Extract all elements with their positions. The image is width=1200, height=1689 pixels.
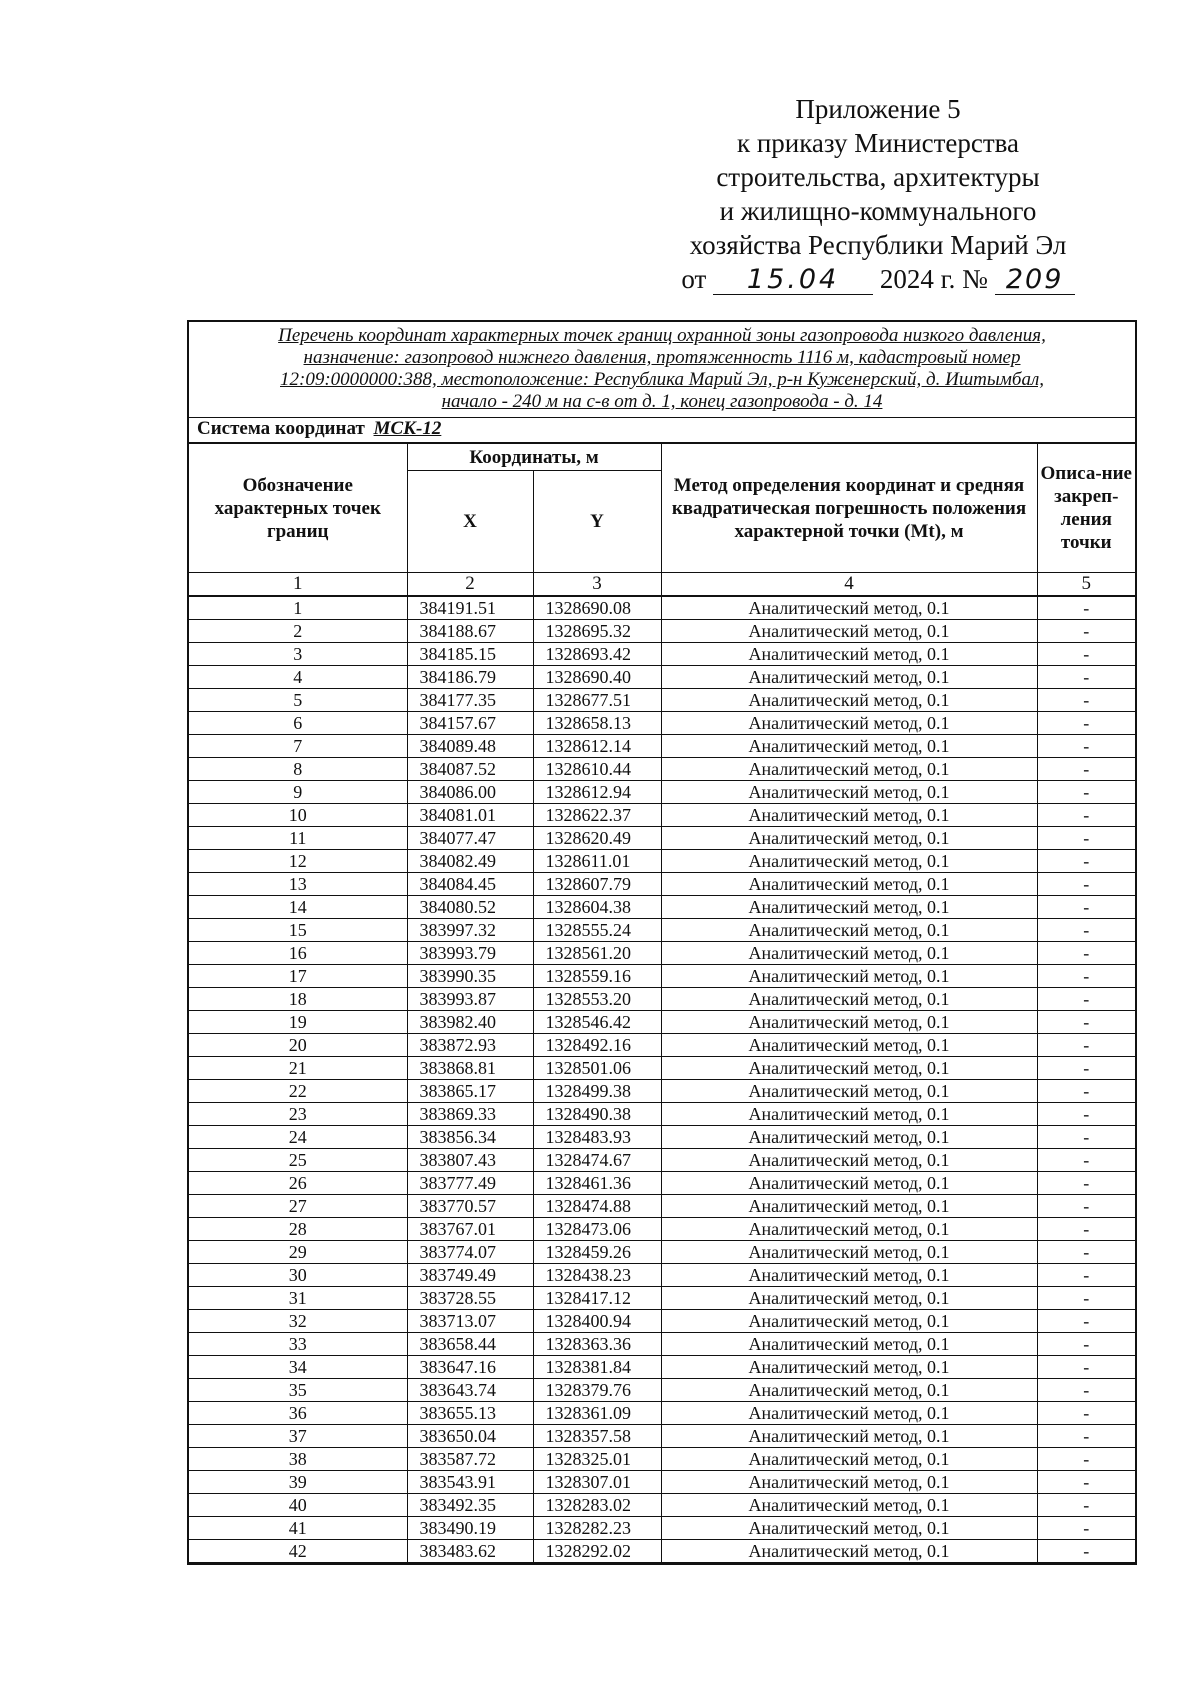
table-row [189, 596, 1135, 620]
description-cell: - [1037, 1287, 1135, 1310]
coord-x: 383982.40 [407, 1011, 533, 1034]
point-id: 36 [189, 1402, 407, 1425]
description-cell: - [1037, 1149, 1135, 1172]
coord-y: 1328611.01 [533, 850, 661, 873]
coord-x: 383993.87 [407, 988, 533, 1011]
point-id: 27 [189, 1195, 407, 1218]
coord-y: 1328690.40 [533, 666, 661, 689]
point-id: 35 [189, 1379, 407, 1402]
table-title-line: Перечень координат характерных точек границ охранной зоны газопровода низкого давления, [278, 325, 1046, 346]
header-x: X [407, 471, 533, 573]
coord-y: 1328282.23 [533, 1517, 661, 1540]
coordinates-body [189, 596, 1135, 1563]
table-row [189, 850, 1135, 873]
method-cell: Аналитический метод, 0.1 [661, 1172, 1037, 1195]
table-row [189, 919, 1135, 942]
method-cell: Аналитический метод, 0.1 [661, 1494, 1037, 1517]
header-y: Y [533, 471, 661, 573]
description-cell: - [1037, 1379, 1135, 1402]
point-id: 20 [189, 1034, 407, 1057]
method-cell: Аналитический метод, 0.1 [661, 1011, 1037, 1034]
coord-x: 383647.16 [407, 1356, 533, 1379]
coord-y: 1328622.37 [533, 804, 661, 827]
coord-x: 383770.57 [407, 1195, 533, 1218]
coord-x: 384188.67 [407, 620, 533, 643]
description-cell: - [1037, 804, 1135, 827]
table-row [189, 758, 1135, 781]
coord-x: 383872.93 [407, 1034, 533, 1057]
coord-y: 1328555.24 [533, 919, 661, 942]
coord-x: 384080.52 [407, 896, 533, 919]
point-id: 24 [189, 1126, 407, 1149]
method-cell: Аналитический метод, 0.1 [661, 1356, 1037, 1379]
column-number: 5 [1037, 573, 1135, 597]
table-row [189, 1195, 1135, 1218]
description-cell: - [1037, 1471, 1135, 1494]
point-id: 1 [189, 596, 407, 620]
coord-y: 1328690.08 [533, 596, 661, 620]
description-cell: - [1037, 1540, 1135, 1563]
description-cell: - [1037, 850, 1135, 873]
coord-y: 1328693.42 [533, 643, 661, 666]
point-id: 40 [189, 1494, 407, 1517]
point-id: 10 [189, 804, 407, 827]
table-row [189, 988, 1135, 1011]
coord-x: 383990.35 [407, 965, 533, 988]
method-cell: Аналитический метод, 0.1 [661, 850, 1037, 873]
point-id: 7 [189, 735, 407, 758]
point-id: 22 [189, 1080, 407, 1103]
description-cell: - [1037, 1126, 1135, 1149]
handwritten-order-number: 209 [995, 266, 1075, 295]
table-row [189, 1402, 1135, 1425]
table-row [189, 643, 1135, 666]
method-cell: Аналитический метод, 0.1 [661, 896, 1037, 919]
coord-y: 1328620.49 [533, 827, 661, 850]
coord-y: 1328483.93 [533, 1126, 661, 1149]
table-row [189, 965, 1135, 988]
method-cell: Аналитический метод, 0.1 [661, 919, 1037, 942]
year-text: 2024 г. № [879, 264, 988, 294]
description-cell: - [1037, 1034, 1135, 1057]
appendix-line-5: хозяйства Республики Марий Эл [689, 230, 1067, 260]
table-title-line: начало - 240 м на с-в от д. 1, конец газопровода - д. 14 [441, 391, 883, 412]
table-row [189, 1287, 1135, 1310]
method-cell: Аналитический метод, 0.1 [661, 758, 1037, 781]
method-cell: Аналитический метод, 0.1 [661, 1080, 1037, 1103]
description-cell: - [1037, 735, 1135, 758]
table-row [189, 873, 1135, 896]
table-row [189, 1011, 1135, 1034]
method-cell: Аналитический метод, 0.1 [661, 942, 1037, 965]
table-row [189, 942, 1135, 965]
method-cell: Аналитический метод, 0.1 [661, 1057, 1037, 1080]
coord-x: 383483.62 [407, 1540, 533, 1563]
coord-y: 1328490.38 [533, 1103, 661, 1126]
point-id: 15 [189, 919, 407, 942]
method-cell: Аналитический метод, 0.1 [661, 1402, 1037, 1425]
method-cell: Аналитический метод, 0.1 [661, 1287, 1037, 1310]
description-cell: - [1037, 1218, 1135, 1241]
method-cell: Аналитический метод, 0.1 [661, 1218, 1037, 1241]
coord-x: 384087.52 [407, 758, 533, 781]
coordinate-system-value: МСК-12 [373, 418, 442, 439]
coord-y: 1328417.12 [533, 1287, 661, 1310]
description-cell: - [1037, 1425, 1135, 1448]
method-cell: Аналитический метод, 0.1 [661, 1448, 1037, 1471]
description-cell: - [1037, 1103, 1135, 1126]
coord-y: 1328492.16 [533, 1034, 661, 1057]
table-row [189, 712, 1135, 735]
coord-x: 383655.13 [407, 1402, 533, 1425]
header-designation: Обозначение характерных точек границ [189, 444, 407, 573]
coord-y: 1328695.32 [533, 620, 661, 643]
appendix-title: Приложение 5 [795, 94, 961, 124]
description-cell: - [1037, 919, 1135, 942]
method-cell: Аналитический метод, 0.1 [661, 1333, 1037, 1356]
coord-y: 1328546.42 [533, 1011, 661, 1034]
point-id: 17 [189, 965, 407, 988]
method-cell: Аналитический метод, 0.1 [661, 1379, 1037, 1402]
column-number: 1 [189, 573, 407, 597]
coord-y: 1328474.88 [533, 1195, 661, 1218]
coordinate-system-label: Система координат [197, 418, 365, 439]
point-id: 5 [189, 689, 407, 712]
point-id: 31 [189, 1287, 407, 1310]
method-cell: Аналитический метод, 0.1 [661, 965, 1037, 988]
table-row [189, 1517, 1135, 1540]
description-cell: - [1037, 1494, 1135, 1517]
point-id: 26 [189, 1172, 407, 1195]
coord-y: 1328283.02 [533, 1494, 661, 1517]
column-number: 4 [661, 573, 1037, 597]
order-date-line [668, 262, 1088, 296]
method-cell: Аналитический метод, 0.1 [661, 1471, 1037, 1494]
coordinate-system-row [189, 418, 1135, 443]
description-cell: - [1037, 1333, 1135, 1356]
table-row [189, 896, 1135, 919]
coordinates-table-frame [187, 320, 1137, 1565]
method-cell: Аналитический метод, 0.1 [661, 1425, 1037, 1448]
table-row [189, 804, 1135, 827]
point-id: 29 [189, 1241, 407, 1264]
description-cell: - [1037, 1310, 1135, 1333]
coord-x: 383993.79 [407, 942, 533, 965]
appendix-header [668, 92, 1088, 296]
coord-x: 383777.49 [407, 1172, 533, 1195]
point-id: 13 [189, 873, 407, 896]
point-id: 16 [189, 942, 407, 965]
coord-x: 384186.79 [407, 666, 533, 689]
coord-x: 383587.72 [407, 1448, 533, 1471]
coord-x: 383767.01 [407, 1218, 533, 1241]
table-row [189, 1379, 1135, 1402]
method-cell: Аналитический метод, 0.1 [661, 1149, 1037, 1172]
point-id: 19 [189, 1011, 407, 1034]
method-cell: Аналитический метод, 0.1 [661, 666, 1037, 689]
point-id: 9 [189, 781, 407, 804]
coord-y: 1328610.44 [533, 758, 661, 781]
description-cell: - [1037, 620, 1135, 643]
coord-x: 383868.81 [407, 1057, 533, 1080]
table-row [189, 620, 1135, 643]
table-title-line: 12:09:0000000:388, местоположение: Республика Марий Эл, р-н Куженерский, д. Иштымбал, [280, 369, 1044, 390]
coord-x: 383492.35 [407, 1494, 533, 1517]
coord-x: 384084.45 [407, 873, 533, 896]
column-numbers-row [189, 573, 1135, 597]
column-number: 2 [407, 573, 533, 597]
table-title-line: назначение: газопровод нижнего давления, протяженность 1116 м, кадастровый номер [303, 347, 1021, 368]
point-id: 6 [189, 712, 407, 735]
appendix-line-4: и жилищно-коммунального [719, 196, 1037, 226]
coord-x: 383997.32 [407, 919, 533, 942]
table-row [189, 781, 1135, 804]
header-method: Метод определения координат и средняя квадратическая погрешность положения характерной точки (Mt), м [661, 444, 1037, 573]
column-number: 3 [533, 573, 661, 597]
coord-x: 383543.91 [407, 1471, 533, 1494]
coord-y: 1328553.20 [533, 988, 661, 1011]
coord-y: 1328559.16 [533, 965, 661, 988]
point-id: 25 [189, 1149, 407, 1172]
coord-x: 383643.74 [407, 1379, 533, 1402]
coord-y: 1328363.36 [533, 1333, 661, 1356]
coord-x: 383749.49 [407, 1264, 533, 1287]
point-id: 30 [189, 1264, 407, 1287]
appendix-line-2: к приказу Министерства [736, 128, 1020, 158]
description-cell: - [1037, 1195, 1135, 1218]
coord-x: 384082.49 [407, 850, 533, 873]
method-cell: Аналитический метод, 0.1 [661, 1195, 1037, 1218]
method-cell: Аналитический метод, 0.1 [661, 873, 1037, 896]
description-cell: - [1037, 1057, 1135, 1080]
description-cell: - [1037, 942, 1135, 965]
coord-y: 1328400.94 [533, 1310, 661, 1333]
handwritten-date: 15.04 [713, 266, 873, 295]
method-cell: Аналитический метод, 0.1 [661, 689, 1037, 712]
table-row [189, 1080, 1135, 1103]
table-row [189, 1126, 1135, 1149]
description-cell: - [1037, 1402, 1135, 1425]
method-cell: Аналитический метод, 0.1 [661, 1517, 1037, 1540]
coord-x: 383856.34 [407, 1126, 533, 1149]
point-id: 8 [189, 758, 407, 781]
method-cell: Аналитический метод, 0.1 [661, 596, 1037, 620]
description-cell: - [1037, 1241, 1135, 1264]
description-cell: - [1037, 1356, 1135, 1379]
table-row [189, 1264, 1135, 1287]
table-row [189, 689, 1135, 712]
description-cell: - [1037, 827, 1135, 850]
coord-y: 1328438.23 [533, 1264, 661, 1287]
description-cell: - [1037, 758, 1135, 781]
coord-y: 1328561.20 [533, 942, 661, 965]
table-row [189, 1448, 1135, 1471]
coord-x: 384185.15 [407, 643, 533, 666]
coord-y: 1328474.67 [533, 1149, 661, 1172]
table-row [189, 1425, 1135, 1448]
coord-y: 1328612.94 [533, 781, 661, 804]
point-id: 12 [189, 850, 407, 873]
coord-x: 384086.00 [407, 781, 533, 804]
coord-x: 384191.51 [407, 596, 533, 620]
method-cell: Аналитический метод, 0.1 [661, 827, 1037, 850]
coord-y: 1328292.02 [533, 1540, 661, 1563]
description-cell: - [1037, 712, 1135, 735]
coord-y: 1328459.26 [533, 1241, 661, 1264]
description-cell: - [1037, 896, 1135, 919]
coord-y: 1328307.01 [533, 1471, 661, 1494]
table-row [189, 1034, 1135, 1057]
description-cell: - [1037, 666, 1135, 689]
point-id: 21 [189, 1057, 407, 1080]
coord-x: 383774.07 [407, 1241, 533, 1264]
point-id: 2 [189, 620, 407, 643]
coord-x: 383865.17 [407, 1080, 533, 1103]
table-row [189, 1356, 1135, 1379]
coord-y: 1328677.51 [533, 689, 661, 712]
table-row [189, 1172, 1135, 1195]
method-cell: Аналитический метод, 0.1 [661, 1126, 1037, 1149]
description-cell: - [1037, 1264, 1135, 1287]
method-cell: Аналитический метод, 0.1 [661, 1241, 1037, 1264]
point-id: 11 [189, 827, 407, 850]
description-cell: - [1037, 643, 1135, 666]
header-description: Описа-ние закреп-ления точки [1037, 444, 1135, 573]
description-cell: - [1037, 1011, 1135, 1034]
coord-y: 1328357.58 [533, 1425, 661, 1448]
appendix-line-3: строительства, архитектуры [716, 162, 1040, 192]
table-row [189, 1333, 1135, 1356]
coord-y: 1328658.13 [533, 712, 661, 735]
description-cell: - [1037, 988, 1135, 1011]
point-id: 28 [189, 1218, 407, 1241]
coord-y: 1328361.09 [533, 1402, 661, 1425]
point-id: 39 [189, 1471, 407, 1494]
description-cell: - [1037, 781, 1135, 804]
method-cell: Аналитический метод, 0.1 [661, 1310, 1037, 1333]
point-id: 23 [189, 1103, 407, 1126]
method-cell: Аналитический метод, 0.1 [661, 804, 1037, 827]
coord-y: 1328381.84 [533, 1356, 661, 1379]
method-cell: Аналитический метод, 0.1 [661, 988, 1037, 1011]
method-cell: Аналитический метод, 0.1 [661, 1034, 1037, 1057]
point-id: 42 [189, 1540, 407, 1563]
method-cell: Аналитический метод, 0.1 [661, 620, 1037, 643]
coord-y: 1328379.76 [533, 1379, 661, 1402]
description-cell: - [1037, 1517, 1135, 1540]
point-id: 18 [189, 988, 407, 1011]
point-id: 41 [189, 1517, 407, 1540]
coord-x: 383869.33 [407, 1103, 533, 1126]
point-id: 33 [189, 1333, 407, 1356]
table-row [189, 1057, 1135, 1080]
method-cell: Аналитический метод, 0.1 [661, 1540, 1037, 1563]
point-id: 14 [189, 896, 407, 919]
table-row [189, 1149, 1135, 1172]
point-id: 37 [189, 1425, 407, 1448]
point-id: 4 [189, 666, 407, 689]
coord-x: 383713.07 [407, 1310, 533, 1333]
description-cell: - [1037, 596, 1135, 620]
coord-y: 1328612.14 [533, 735, 661, 758]
table-row [189, 1241, 1135, 1264]
description-cell: - [1037, 689, 1135, 712]
coord-x: 383728.55 [407, 1287, 533, 1310]
table-row [189, 1218, 1135, 1241]
table-row [189, 1494, 1135, 1517]
point-id: 32 [189, 1310, 407, 1333]
coord-y: 1328325.01 [533, 1448, 661, 1471]
date-prefix: от [681, 264, 707, 294]
point-id: 38 [189, 1448, 407, 1471]
table-title [189, 322, 1135, 418]
coord-x: 384177.35 [407, 689, 533, 712]
point-id: 34 [189, 1356, 407, 1379]
description-cell: - [1037, 1448, 1135, 1471]
coordinates-table [189, 443, 1135, 1563]
method-cell: Аналитический метод, 0.1 [661, 781, 1037, 804]
description-cell: - [1037, 1080, 1135, 1103]
method-cell: Аналитический метод, 0.1 [661, 1103, 1037, 1126]
coord-y: 1328461.36 [533, 1172, 661, 1195]
table-row [189, 1471, 1135, 1494]
coord-x: 384089.48 [407, 735, 533, 758]
table-row [189, 666, 1135, 689]
coord-x: 383807.43 [407, 1149, 533, 1172]
coord-x: 383490.19 [407, 1517, 533, 1540]
coord-x: 384077.47 [407, 827, 533, 850]
method-cell: Аналитический метод, 0.1 [661, 643, 1037, 666]
method-cell: Аналитический метод, 0.1 [661, 1264, 1037, 1287]
table-row [189, 1310, 1135, 1333]
table-row [189, 1103, 1135, 1126]
coord-x: 383650.04 [407, 1425, 533, 1448]
description-cell: - [1037, 1172, 1135, 1195]
coord-y: 1328607.79 [533, 873, 661, 896]
coord-x: 384081.01 [407, 804, 533, 827]
coord-y: 1328473.06 [533, 1218, 661, 1241]
method-cell: Аналитический метод, 0.1 [661, 712, 1037, 735]
coord-x: 383658.44 [407, 1333, 533, 1356]
table-row [189, 735, 1135, 758]
description-cell: - [1037, 873, 1135, 896]
coord-y: 1328604.38 [533, 896, 661, 919]
coord-y: 1328501.06 [533, 1057, 661, 1080]
header-coordinates: Координаты, м [407, 444, 661, 471]
table-row [189, 827, 1135, 850]
point-id: 3 [189, 643, 407, 666]
coord-x: 384157.67 [407, 712, 533, 735]
table-row [189, 1540, 1135, 1563]
coord-y: 1328499.38 [533, 1080, 661, 1103]
description-cell: - [1037, 965, 1135, 988]
method-cell: Аналитический метод, 0.1 [661, 735, 1037, 758]
